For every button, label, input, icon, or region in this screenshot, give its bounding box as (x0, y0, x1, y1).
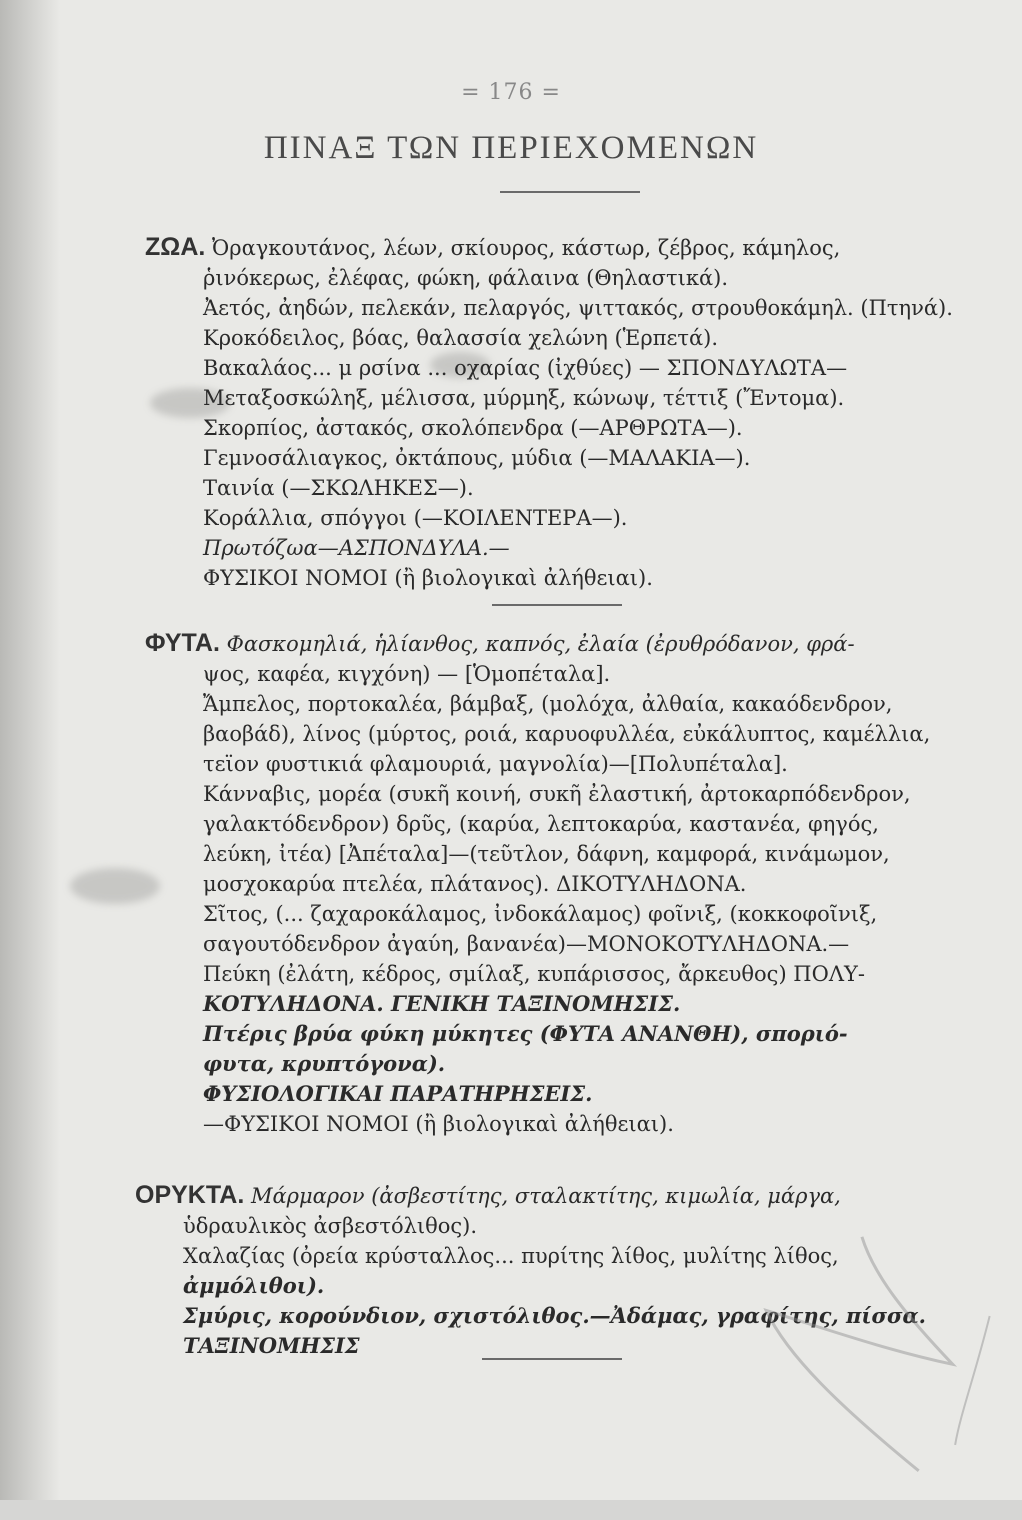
section-line: φυτα, κρυπτόγονα). (203, 1051, 446, 1076)
section-line: μοσχοκαρύα πτελέα, πλάτανος). ΔΙΚΟΤΥΛΗΔΟΝΑ. (203, 872, 747, 896)
section-line: Ταινία (—ΣΚΩΛΗΚΕΣ—). (203, 476, 474, 500)
section-line: Ἀετός, ἀηδών, πελεκάν, πελαργός, ψιττακός, στρουθοκάμηλ. (Πτηνά). (203, 296, 953, 320)
section-line: Κροκόδειλος, βόας, θαλασσία χελώνη (Ἑρπετά). (203, 326, 719, 350)
divider (482, 1358, 622, 1360)
section-line: Βακαλάος... μ ρσίνα ... οχαρίας (ἰχθύες) — ΣΠΟΝΔΥΛΩΤΑ— (203, 356, 848, 380)
section-line: ΤΑΞΙΝΟΜΗΣΙΣ (183, 1333, 360, 1358)
section-line: ΦΥΣΙΚΟΙ ΝΟΜΟΙ (ἢ βιολογικαὶ ἀλήθειαι). (203, 566, 653, 590)
section-line: Ἄμπελος, πορτοκαλέα, βάμβαξ, (μολόχα, ἀλθαία, κακαόδενδρον, (203, 692, 893, 716)
section-line: Σῖτος, (... ζαχαροκάλαμος, ἰνδοκάλαμος) φοῖνιξ, (κοκκοφοῖνιξ, (203, 902, 878, 926)
section-line: ῥινόκερως, ἐλέφας, φώκη, φάλαινα (Θηλαστικά). (203, 266, 728, 290)
page-number: = 176 = (461, 80, 561, 105)
section-fyta (145, 628, 995, 1139)
section-line: Ὀραγκουτάνος, λέων, σκίουρος, κάστωρ, ζέβρος, κάμηλος, (212, 236, 841, 260)
section-line: Γεμνοσάλιαγκος, ὀκτάπους, μύδια (—ΜΑΛΑΚΙΑ—). (203, 446, 751, 470)
section-line: Μάρμαρον (ἀσβεστίτης, σταλακτίτης, κιμωλία, μάργα, (250, 1184, 841, 1208)
section-line: ψος, καφέα, κιγχόνη) — [Ὁμοπέταλα]. (203, 662, 611, 686)
section-heading: ΟΡΥΚΤΑ. (135, 1181, 245, 1209)
section-line: Μεταξοσκώληξ, μέλισσα, μύρμηξ, κώνωψ, τέττιξ (Ἔντομα). (203, 386, 845, 410)
section-heading: ΦΥΤΑ. (145, 629, 220, 657)
section-line: Κάνναβις, μορέα (συκῆ κοινή, συκῆ ἐλαστική, ἀρτοκαρπόδενδρον, (203, 782, 911, 806)
section-line: σαγουτόδενδρον ἀγαύη, βανανέα)—ΜΟΝΟΚΟΤΥΛΗΔΟΝΑ.— (203, 932, 850, 956)
section-line: ΦΥΣΙΟΛΟΓΙΚΑΙ ΠΑΡΑΤΗΡΗΣΕΙΣ. (203, 1081, 593, 1106)
section-line: Πεύκη (ἐλάτη, κέδρος, σμίλαξ, κυπάρισσος, ἄρκευθος) ΠΟΛΥ- (203, 962, 865, 986)
section-line: Χαλαζίας (ὀρεία κρύσταλλος... πυρίτης λίθος, μυλίτης λίθος, (183, 1244, 839, 1268)
section-line: λεύκη, ἰτέα) [Ἀπέταλα]—(τεῦτλον, δάφνη, καμφορά, κινάμωμον, (203, 842, 890, 866)
section-line: Φασκομηλιά, ἡλίανθος, καπνός, ἐλαία (ἐρυθρόδανον, φρά- (226, 632, 855, 656)
divider (500, 191, 640, 193)
section-line: Κοράλλια, σπόγγοι (—ΚΟΙΛΕΝΤΕΡΑ—). (203, 506, 628, 530)
section-line: γαλακτόδενδρον) δρῦς, (καρύα, λεπτοκαρύα, καστανέα, φηγός, (203, 812, 879, 836)
section-line: Πτέρις βρύα φύκη μύκητες (ΦΥΤΑ ΑΝΑΝΘΗ), σποριό- (203, 1021, 848, 1046)
section-line: Πρωτόζωα—ΑΣΠΟΝΔΥΛΑ.— (203, 536, 510, 560)
section-zoa (145, 232, 995, 593)
page-title: ΠΙΝΑΞ ΤΩΝ ΠΕΡΙΕΧΟΜΕΝΩΝ (263, 130, 759, 166)
section-line: ἀμμόλιθοι). (183, 1273, 325, 1298)
section-line: βαοβάδ), λίνος (μύρτος, ροιά, καρυοφυλλέα, εὐκάλυπτος, καμέλλια, (203, 722, 931, 746)
section-heading: ΖΩΑ. (145, 233, 206, 261)
section-line: τεϊον φυστικιά φλαμουριά, μαγνολία)—[Πολυπέταλα]. (203, 752, 788, 776)
section-line: ΚΟΤΥΛΗΔΟΝΑ. ΓΕΝΙΚΗ ΤΑΞΙΝΟΜΗΣΙΣ. (203, 991, 681, 1016)
section-line: Σμύρις, κορούνδιον, σχιστόλιθος.—Ἀδάμας, γραφίτης, πίσσα. (183, 1303, 926, 1328)
divider (492, 604, 622, 606)
section-line: Σκορπίος, ἀστακός, σκολόπενδρα (—ΑΡΘΡΩΤΑ—). (203, 416, 743, 440)
section-line: ὑδραυλικὸς ἀσβεστόλιθος). (183, 1214, 478, 1238)
section-line: —ΦΥΣΙΚΟΙ ΝΟΜΟΙ (ἢ βιολογικαὶ ἀλήθειαι). (203, 1112, 674, 1136)
